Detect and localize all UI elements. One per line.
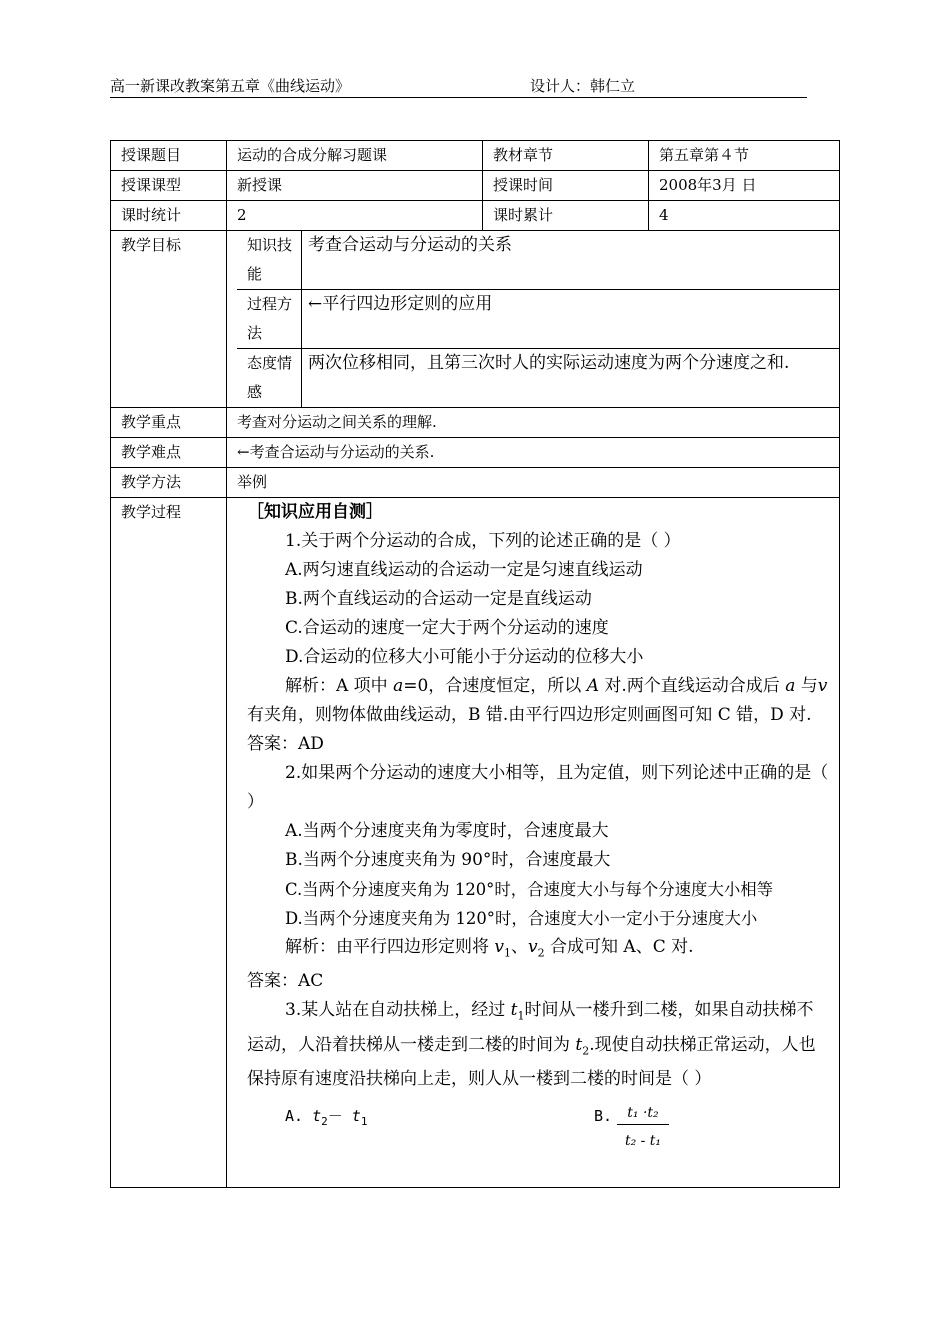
difficulty-label: 教学难点 [111,438,227,468]
lesson-plan-table [110,140,840,1188]
q2-option-d: D.当两个分速度夹角为 120°时，合速度大小一定小于分速度大小 [285,909,758,928]
focus-value: 考查对分运动之间关系的理解. [227,408,840,438]
q3-stem: 3.某人站在自动扶梯上，经过 $t_1$时间从一楼升到二楼，如果自动扶梯不运动，人沿着扶梯从一楼走到二楼的时间为 $t_2$.现使自动扶梯正常运动，人也保持原有速度沿扶梯向上走，则人从一楼到二楼的时间是（ ） [247,1000,816,1090]
q1-option-a: A.两匀速直线运动的合运动一定是匀速直线运动 [285,560,643,580]
fraction-denominator: t₂ - t₁ [624,1133,662,1150]
q1-stem: 1.关于两个分运动的合成，下列的论述正确的是（ ） [285,531,681,551]
method-value: 举例 [227,468,840,498]
q3-option-a: A. $t_2- t_1$ [285,1107,368,1129]
process-content [237,498,839,1164]
q2-answer: 答案：AC [247,971,324,992]
difficulty-value: ←考查合运动与分运动的关系. [227,438,840,468]
time-label: 授课时间 [483,171,649,201]
header-course-title: 高一新课改教案第五章《曲线运动》 [110,77,351,95]
q2-option-c: C.当两个分速度夹角为 120°时，合速度大小与每个分速度大小相等 [285,880,774,899]
q2-stem: 2.如果两个分运动的速度大小相等，且为定值，则下列论述中正确的是（ ） [247,763,829,812]
cumulative-label: 课时累计 [483,201,649,231]
time-value: 2008年3月 日 [649,171,840,201]
goals-cell [227,231,840,408]
topic-label: 授课题目 [111,141,227,171]
hours-label: 课时统计 [111,201,227,231]
q2-option-a: A.当两个分速度夹角为零度时，合速度最大 [285,821,609,841]
section-heading: ［知识应用自测］ [247,502,383,522]
goal-process-value: ←平行四边形定则的应用 [302,290,840,349]
focus-label: 教学重点 [111,408,227,438]
fraction-numerator: t₁ ·t₂ [617,1102,669,1125]
q3-options [247,1102,830,1164]
q3-option-b-label: B. [594,1107,613,1126]
cumulative-value: 4 [649,201,840,231]
goal-attitude-value: 两次位移相同，且第三次时人的实际运动速度为两个分速度之和. [308,353,790,373]
hours-value: 2 [227,201,483,231]
process-cell [227,498,840,1188]
goal-knowledge-label: 知识技能 [237,231,302,290]
process-label: 教学过程 [111,498,227,1188]
header-designer: 设计人：韩仁立 [530,77,636,95]
method-label: 教学方法 [111,468,227,498]
q1-option-b: B.两个直线运动的合运动一定是直线运动 [285,589,592,609]
goal-process-label: 过程方法 [237,290,302,349]
goals-label: 教学目标 [111,231,227,408]
chapter-label: 教材章节 [483,141,649,171]
topic-value: 运动的合成分解习题课 [227,141,483,171]
goals-table [237,231,839,407]
q1-analysis: 解析：A 项中 a=0，合速度恒定，所以 A 对.两个直线运动合成后 a 与v 有夹角，则物体做曲线运动，B 错.由平行四边形定则画图可知 C 错，D 对. [247,676,828,725]
chapter-value: 第五章第４节 [649,141,840,171]
q1-option-c: C.合运动的速度一定大于两个分运动的速度 [285,618,609,638]
goal-attitude-label: 态度情感 [237,349,302,408]
type-value: 新授课 [227,171,483,201]
q1-option-d: D.合运动的位移大小可能小于分运动的位移大小 [285,647,644,667]
q1-answer: 答案：AD [247,734,324,754]
q2-analysis: 解析：由平行四边形定则将 $v_1$、$v_2$ 合成可知 A、C 对. [285,937,694,960]
type-label: 授课课型 [111,171,227,201]
goal-knowledge-value: 考查合运动与分运动的关系 [302,231,840,290]
page-header [110,76,807,98]
q3-option-b-fraction [617,1102,669,1157]
q2-option-b: B.当两个分速度夹角为 90°时，合速度最大 [285,850,611,870]
